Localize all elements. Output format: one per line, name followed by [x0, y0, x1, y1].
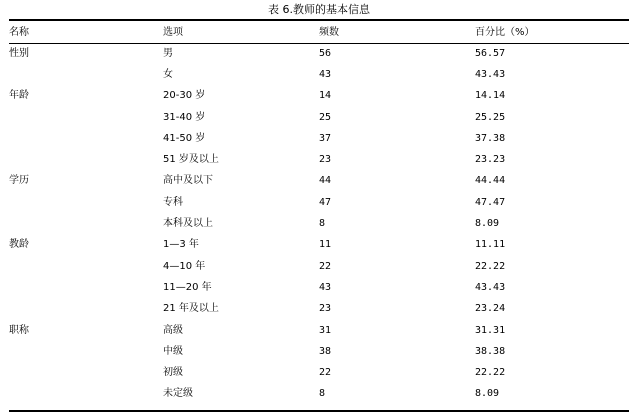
cell-option: 41-50 岁	[163, 132, 206, 144]
cell-name: 年龄	[9, 90, 29, 102]
cell-percent: 14.14	[475, 90, 506, 102]
cell-option: 专科	[163, 196, 183, 208]
cell-count: 22	[319, 260, 332, 272]
cell-count: 22	[319, 367, 332, 379]
cell-count: 8	[319, 218, 326, 230]
bottom-rule	[9, 410, 629, 412]
cell-option: 20-30 岁	[163, 90, 206, 102]
cell-count: 23	[319, 303, 332, 315]
table-row	[9, 64, 629, 85]
cell-count: 25	[319, 111, 332, 123]
table-row	[9, 235, 629, 256]
cell-percent: 37.38	[475, 132, 506, 144]
cell-percent: 56.57	[475, 47, 506, 59]
cell-name	[9, 213, 163, 234]
cell-count: 11	[319, 239, 332, 251]
table-header-row	[9, 22, 629, 43]
cell-count: 38	[319, 345, 332, 357]
table-body	[9, 43, 629, 405]
table-row	[9, 192, 629, 213]
cell-percent: 11.11	[475, 239, 506, 251]
cell-option: 高中及以下	[163, 175, 213, 187]
header-count: 频数	[319, 26, 339, 38]
top-rule	[9, 19, 629, 21]
cell-percent: 43.43	[475, 281, 506, 293]
table-row	[9, 43, 629, 64]
cell-name: 职称	[9, 324, 29, 336]
cell-option: 11—20 年	[163, 281, 212, 293]
cell-option: 未定级	[163, 388, 193, 400]
cell-name: 教龄	[9, 239, 29, 251]
table-row	[9, 171, 629, 192]
teacher-info-table	[9, 22, 629, 405]
cell-option: 1—3 年	[163, 239, 199, 251]
cell-name	[9, 256, 163, 277]
cell-count: 44	[319, 175, 332, 187]
cell-option: 中级	[163, 345, 183, 357]
cell-count: 56	[319, 47, 332, 59]
cell-option: 本科及以上	[163, 218, 213, 230]
table-caption: 表 6.教师的基本信息	[268, 3, 370, 16]
cell-name	[9, 299, 163, 320]
cell-count: 43	[319, 281, 332, 293]
header-percent: 百分比（%）	[475, 26, 535, 38]
cell-percent: 25.25	[475, 111, 506, 123]
cell-percent: 8.09	[475, 218, 500, 230]
cell-count: 43	[319, 68, 332, 80]
table-row	[9, 362, 629, 383]
header-name: 名称	[9, 26, 29, 38]
cell-count: 14	[319, 90, 332, 102]
cell-name	[9, 384, 163, 405]
cell-name: 学历	[9, 175, 29, 187]
cell-option: 女	[163, 68, 173, 80]
cell-count: 31	[319, 324, 332, 336]
cell-option: 4—10 年	[163, 260, 206, 272]
cell-percent: 44.44	[475, 175, 506, 187]
cell-percent: 38.38	[475, 345, 506, 357]
cell-name	[9, 128, 163, 149]
cell-name	[9, 277, 163, 298]
cell-percent: 47.47	[475, 196, 506, 208]
cell-count: 23	[319, 154, 332, 166]
cell-option: 高级	[163, 324, 183, 336]
cell-option: 31-40 岁	[163, 111, 206, 123]
header-option: 选项	[163, 26, 183, 38]
cell-name	[9, 64, 163, 85]
cell-percent: 8.09	[475, 388, 500, 400]
cell-percent: 22.22	[475, 260, 506, 272]
cell-option: 初级	[163, 367, 183, 379]
table-row	[9, 320, 629, 341]
table-row	[9, 149, 629, 170]
cell-percent: 43.43	[475, 68, 506, 80]
table-row	[9, 213, 629, 234]
cell-name: 性别	[9, 47, 29, 59]
table-row	[9, 256, 629, 277]
table-row	[9, 128, 629, 149]
cell-name	[9, 362, 163, 383]
cell-option: 21 年及以上	[163, 303, 219, 315]
cell-option: 男	[163, 47, 173, 59]
table-row	[9, 384, 629, 405]
cell-count: 8	[319, 388, 326, 400]
cell-option: 51 岁及以上	[163, 154, 219, 166]
cell-count: 47	[319, 196, 332, 208]
cell-percent: 22.22	[475, 367, 506, 379]
table-row	[9, 299, 629, 320]
table-row	[9, 107, 629, 128]
cell-name	[9, 149, 163, 170]
table-row	[9, 341, 629, 362]
cell-percent: 31.31	[475, 324, 506, 336]
cell-count: 37	[319, 132, 332, 144]
table-row	[9, 277, 629, 298]
cell-percent: 23.24	[475, 303, 506, 315]
cell-percent: 23.23	[475, 154, 506, 166]
cell-name	[9, 341, 163, 362]
cell-name	[9, 192, 163, 213]
table-row	[9, 86, 629, 107]
cell-name	[9, 107, 163, 128]
